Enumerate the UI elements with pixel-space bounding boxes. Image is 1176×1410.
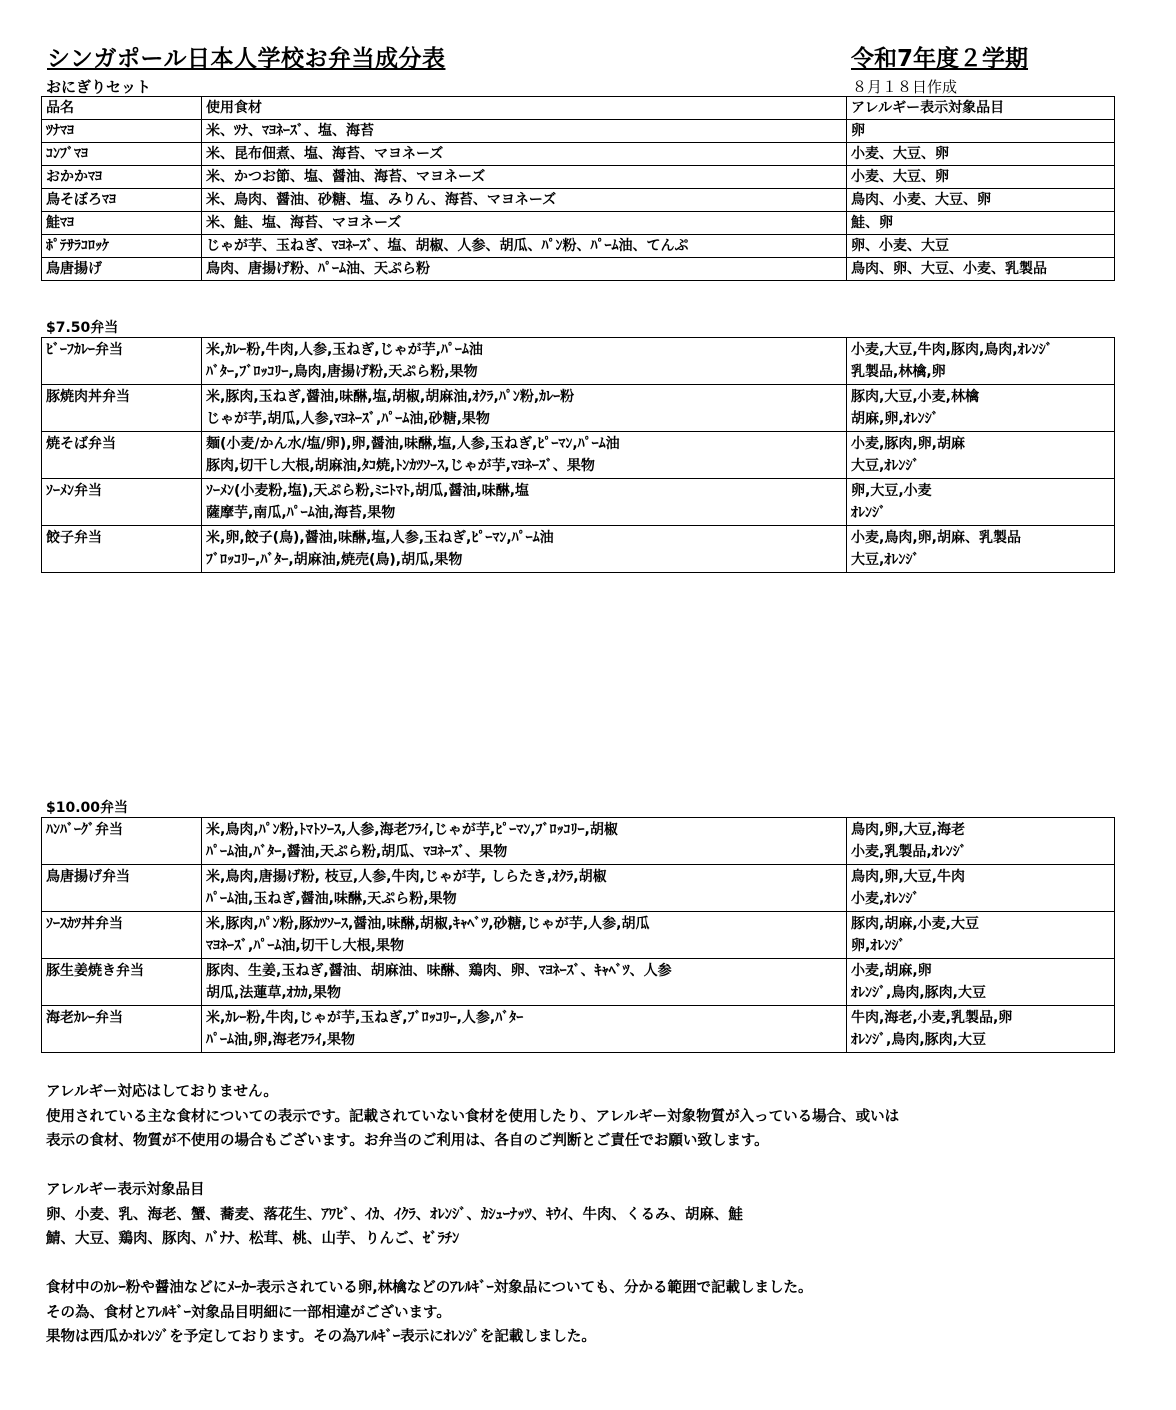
item-ingredients xyxy=(202,338,847,385)
bento-1000-table xyxy=(41,817,1115,1053)
item-name xyxy=(42,865,202,912)
ingredients-line-2: ﾊﾟｰﾑ油,卵,海老ﾌﾗｲ,果物 xyxy=(206,1032,355,1048)
table-row xyxy=(42,865,1115,912)
item-name-text: 焼そば弁当 xyxy=(46,436,116,452)
ingredients-line-2: ﾊﾟｰﾑ油,ﾊﾞﾀｰ,醤油,天ぷら粉,胡瓜、ﾏﾖﾈｰｽﾞ、果物 xyxy=(206,844,508,860)
ingredients-line-1: 米,豚肉,玉ねぎ,醤油,味醂,塩,胡椒,胡麻油,ｵｸﾗ,ﾊﾟﾝ粉,ｶﾚｰ粉 xyxy=(206,389,575,405)
item-name-text: ﾊﾝﾊﾞｰｸﾞ弁当 xyxy=(46,822,123,838)
notes-section xyxy=(46,1080,899,1350)
item-ingredients xyxy=(202,865,847,912)
item-allergens: 鳥肉、卵、大豆、小麦、乳製品 xyxy=(847,258,1115,281)
item-allergens xyxy=(847,479,1115,526)
allergen-list-heading: アレルギー表示対象品目 xyxy=(46,1182,205,1198)
created-date: ８月１８日作成 xyxy=(852,78,958,96)
item-name xyxy=(42,479,202,526)
item-allergens xyxy=(847,526,1115,573)
ingredients-line-1: 麺(小麦/かん水/塩/卵),卵,醤油,味醂,塩,人参,玉ねぎ,ﾋﾟｰﾏﾝ,ﾊﾟｰﾑ油 xyxy=(206,436,620,452)
item-name: ｺﾝﾌﾞﾏﾖ xyxy=(42,143,202,166)
ingredients-line-2: じゃが芋,胡瓜,人参,ﾏﾖﾈｰｽﾞ,ﾊﾟｰﾑ油,砂糖,果物 xyxy=(206,411,490,427)
item-name: ﾎﾟﾃｻﾗｺﾛｯｹ xyxy=(42,235,202,258)
allergens-line-2: 大豆,ｵﾚﾝｼﾞ xyxy=(851,458,920,474)
allergens-line-2: 胡麻,卵,ｵﾚﾝｼﾞ xyxy=(851,411,939,427)
ingredients-line-2: ﾊﾟｰﾑ油,玉ねぎ,醤油,味醂,天ぷら粉,果物 xyxy=(206,891,457,907)
item-allergens xyxy=(847,959,1115,1006)
item-allergens: 小麦、大豆、卵 xyxy=(847,143,1115,166)
disclaimer-line-1: 使用されている主な食材についての表示です。記載されていない食材を使用したり、アレルギー対象物質が入っている場合、或いは xyxy=(46,1108,900,1125)
bento-750-section-title: $7.50弁当 xyxy=(46,320,119,336)
allergens-line-1: 豚肉,胡麻,小麦,大豆 xyxy=(851,916,979,932)
term-label: 令和7年度２学期 xyxy=(851,46,1029,72)
item-allergens: 鮭、卵 xyxy=(847,212,1115,235)
item-name xyxy=(42,432,202,479)
extra-note-1: 食材中のｶﾚｰ粉や醤油などにﾒｰｶｰ表示されている卵,林檎などのｱﾚﾙｷﾞｰ対象品についても、分かる範囲で記載しました。 xyxy=(46,1280,813,1296)
item-allergens xyxy=(847,338,1115,385)
allergens-line-2: 卵,ｵﾚﾝｼﾞ xyxy=(851,938,906,954)
item-allergens: 鳥肉、小麦、大豆、卵 xyxy=(847,189,1115,212)
item-ingredients xyxy=(202,432,847,479)
item-allergens xyxy=(847,432,1115,479)
item-ingredients xyxy=(202,912,847,959)
table-row xyxy=(42,235,1115,258)
allergens-line-1: 小麦,胡麻,卵 xyxy=(851,963,932,979)
item-allergens xyxy=(847,818,1115,865)
item-allergens: 卵、小麦、大豆 xyxy=(847,235,1115,258)
item-name-text: ｿｰﾒﾝ弁当 xyxy=(46,483,102,499)
ingredients-line-2: ﾌﾞﾛｯｺﾘｰ,ﾊﾞﾀｰ,胡麻油,焼売(鳥),胡瓜,果物 xyxy=(206,552,463,568)
table-row xyxy=(42,432,1115,479)
item-name xyxy=(42,1006,202,1053)
item-name xyxy=(42,385,202,432)
ingredients-line-1: 米,卵,餃子(鳥),醤油,味醂,塩,人参,玉ねぎ,ﾋﾟｰﾏﾝ,ﾊﾟｰﾑ油 xyxy=(206,530,554,546)
item-name-text: 鳥唐揚げ弁当 xyxy=(46,869,130,885)
allergens-line-1: 鳥肉,卵,大豆,牛肉 xyxy=(851,869,965,885)
allergens-line-2: 大豆,ｵﾚﾝｼﾞ xyxy=(851,552,920,568)
column-header-ingredients: 使用食材 xyxy=(202,97,847,120)
column-header-name: 品名 xyxy=(42,97,202,120)
page-title: シンガポール日本人学校お弁当成分表 xyxy=(47,46,446,72)
ingredients-line-1: 米,豚肉,ﾊﾟﾝ粉,豚ｶﾂｿｰｽ,醤油,味醂,胡椒,ｷｬﾍﾞﾂ,砂糖,じゃが芋,人参,胡瓜 xyxy=(206,916,650,932)
table-row xyxy=(42,1006,1115,1053)
no-allergy-support-note: アレルギー対応はしておりません。 xyxy=(46,1084,278,1100)
extra-note-3: 果物は西瓜かｵﾚﾝｼﾞを予定しております。その為ｱﾚﾙｷﾞｰ表示にｵﾚﾝｼﾞを記載しました。 xyxy=(46,1329,596,1345)
item-allergens xyxy=(847,385,1115,432)
item-allergens xyxy=(847,1006,1115,1053)
ingredients-line-2: ﾊﾞﾀｰ,ﾌﾞﾛｯｺﾘｰ,鳥肉,唐揚げ粉,天ぷら粉,果物 xyxy=(206,364,478,380)
item-ingredients: じゃが芋、玉ねぎ、ﾏﾖﾈｰｽﾞ、塩、胡椒、人参、胡瓜、ﾊﾟﾝ粉、ﾊﾟｰﾑ油、てんぷ xyxy=(202,235,847,258)
item-ingredients: 米、昆布佃煮、塩、海苔、マヨネーズ xyxy=(202,143,847,166)
ingredients-line-1: ｿｰﾒﾝ(小麦粉,塩),天ぷら粉,ﾐﾆﾄﾏﾄ,胡瓜,醤油,味醂,塩 xyxy=(206,483,530,499)
item-ingredients xyxy=(202,1006,847,1053)
ingredients-line-1: 米,ｶﾚｰ粉,牛肉,人参,玉ねぎ,じゃが芋,ﾊﾟｰﾑ油 xyxy=(206,342,483,358)
table-row xyxy=(42,258,1115,281)
onigiri-section-title: おにぎりセット xyxy=(46,78,152,96)
allergen-list-line-2: 鯖、大豆、鶏肉、豚肉、ﾊﾞﾅﾅ、松茸、桃、山芋、りんご、ｾﾞﾗﾁﾝ xyxy=(46,1231,460,1247)
ingredients-line-2: 薩摩芋,南瓜,ﾊﾟｰﾑ油,海苔,果物 xyxy=(206,505,396,521)
item-ingredients: 米、鳥肉、醤油、砂糖、塩、みりん、海苔、マヨネーズ xyxy=(202,189,847,212)
table-row xyxy=(42,818,1115,865)
item-ingredients xyxy=(202,526,847,573)
ingredients-line-1: 豚肉、生姜,玉ねぎ,醤油、胡麻油、味醂、鶏肉、卵、ﾏﾖﾈｰｽﾞ、ｷｬﾍﾞﾂ、人参 xyxy=(206,963,672,979)
item-name: 鳥唐揚げ xyxy=(42,258,202,281)
table-row xyxy=(42,385,1115,432)
ingredients-line-1: 米,ｶﾚｰ粉,牛肉,じゃが芋,玉ねぎ,ﾌﾞﾛｯｺﾘｰ,人参,ﾊﾞﾀｰ xyxy=(206,1010,524,1026)
item-ingredients xyxy=(202,385,847,432)
item-allergens: 卵 xyxy=(847,120,1115,143)
item-name: おかかﾏﾖ xyxy=(42,166,202,189)
allergens-line-1: 豚肉,大豆,小麦,林檎 xyxy=(851,389,979,405)
disclaimer-line-2: 表示の食材、物質が不使用の場合もございます。お弁当のご利用は、各自のご判断とご責任でお願い致します。 xyxy=(46,1133,769,1149)
item-name: 鳥そぼろﾏﾖ xyxy=(42,189,202,212)
ingredients-line-1: 米,鳥肉,ﾊﾟﾝ粉,ﾄﾏﾄｿｰｽ,人参,海老ﾌﾗｲ,じゃが芋,ﾋﾟｰﾏﾝ,ﾌﾞﾛｯｺﾘｰ,胡椒 xyxy=(206,822,618,838)
bento-1000-section-title: $10.00弁当 xyxy=(46,800,129,816)
item-name-text: 豚生姜焼き弁当 xyxy=(46,963,144,979)
allergens-line-1: 小麦,豚肉,卵,胡麻 xyxy=(851,436,965,452)
allergen-list-line-1: 卵、小麦、乳、海老、蟹、蕎麦、落花生、ｱﾜﾋﾞ、ｲｶ、ｲｸﾗ、ｵﾚﾝｼﾞ、ｶｼｭｰﾅｯﾂ、ｷｳｲ、牛肉、くるみ、胡麻、鮭 xyxy=(46,1206,743,1223)
item-name-text: 餃子弁当 xyxy=(46,530,102,546)
table-row xyxy=(42,526,1115,573)
allergens-line-1: 小麦,鳥肉,卵,胡麻、乳製品 xyxy=(851,530,1021,546)
ingredients-line-2: ﾏﾖﾈｰｽﾞ,ﾊﾟｰﾑ油,切干し大根,果物 xyxy=(206,938,404,954)
item-name xyxy=(42,526,202,573)
item-ingredients: 米、かつお節、塩、醤油、海苔、マヨネーズ xyxy=(202,166,847,189)
item-name: 鮭ﾏﾖ xyxy=(42,212,202,235)
table-row xyxy=(42,120,1115,143)
item-allergens xyxy=(847,865,1115,912)
allergens-line-2: 小麦,乳製品,ｵﾚﾝｼﾞ xyxy=(851,844,967,860)
ingredients-line-1: 米,鳥肉,唐揚げ粉, 枝豆,人参,牛肉,じゃが芋, しらたき,ｵｸﾗ,胡椒 xyxy=(206,869,607,885)
item-ingredients xyxy=(202,479,847,526)
item-name-text: ﾋﾞｰﾌｶﾚｰ弁当 xyxy=(46,342,123,358)
allergens-line-1: 鳥肉,卵,大豆,海老 xyxy=(851,822,965,838)
item-ingredients xyxy=(202,959,847,1006)
allergens-line-2: 乳製品,林檎,卵 xyxy=(851,364,946,380)
item-name xyxy=(42,912,202,959)
item-name: ﾂﾅﾏﾖ xyxy=(42,120,202,143)
item-name xyxy=(42,959,202,1006)
allergens-line-1: 小麦,大豆,牛肉,豚肉,鳥肉,ｵﾚﾝｼﾞ xyxy=(851,342,1053,358)
item-name xyxy=(42,818,202,865)
ingredients-line-2: 豚肉,切干し大根,胡麻油,ﾀｺ焼,ﾄﾝｶﾂｿｰｽ,じゃが芋,ﾏﾖﾈｰｽﾞ、果物 xyxy=(206,458,595,474)
table-row xyxy=(42,212,1115,235)
allergens-line-2: 小麦,ｵﾚﾝｼﾞ xyxy=(851,891,920,907)
table-row xyxy=(42,143,1115,166)
table-row xyxy=(42,959,1115,1006)
item-ingredients: 米、ﾂﾅ、ﾏﾖﾈｰｽﾞ、塩、海苔 xyxy=(202,120,847,143)
item-allergens: 小麦、大豆、卵 xyxy=(847,166,1115,189)
table-row xyxy=(42,189,1115,212)
item-allergens xyxy=(847,912,1115,959)
item-name-text: ｿｰｽｶﾂ丼弁当 xyxy=(46,916,123,932)
table-row xyxy=(42,479,1115,526)
allergens-line-2: ｵﾚﾝｼﾞ xyxy=(851,505,886,521)
table-row xyxy=(42,912,1115,959)
item-name xyxy=(42,338,202,385)
onigiri-table xyxy=(41,96,1115,281)
column-header-allergens: アレルギー表示対象品目 xyxy=(847,97,1115,120)
bento-750-table xyxy=(41,337,1115,573)
allergens-line-1: 牛肉,海老,小麦,乳製品,卵 xyxy=(851,1010,1013,1026)
table-header-row xyxy=(42,97,1115,120)
allergens-line-1: 卵,大豆,小麦 xyxy=(851,483,932,499)
allergens-line-2: ｵﾚﾝｼﾞ,鳥肉,豚肉,大豆 xyxy=(851,1032,986,1048)
table-row xyxy=(42,166,1115,189)
item-ingredients: 鳥肉、唐揚げ粉、ﾊﾟｰﾑ油、天ぷら粉 xyxy=(202,258,847,281)
allergens-line-2: ｵﾚﾝｼﾞ,鳥肉,豚肉,大豆 xyxy=(851,985,986,1001)
extra-note-2: その為、食材とｱﾚﾙｷﾞｰ対象品目明細に一部相違がございます。 xyxy=(46,1304,451,1321)
table-row xyxy=(42,338,1115,385)
ingredients-line-2: 胡瓜,法蓮草,ｵｶｶ,果物 xyxy=(206,985,341,1001)
item-ingredients: 米、鮭、塩、海苔、マヨネーズ xyxy=(202,212,847,235)
item-name-text: 豚焼肉丼弁当 xyxy=(46,389,130,405)
item-name-text: 海老ｶﾚｰ弁当 xyxy=(46,1010,123,1026)
item-ingredients xyxy=(202,818,847,865)
